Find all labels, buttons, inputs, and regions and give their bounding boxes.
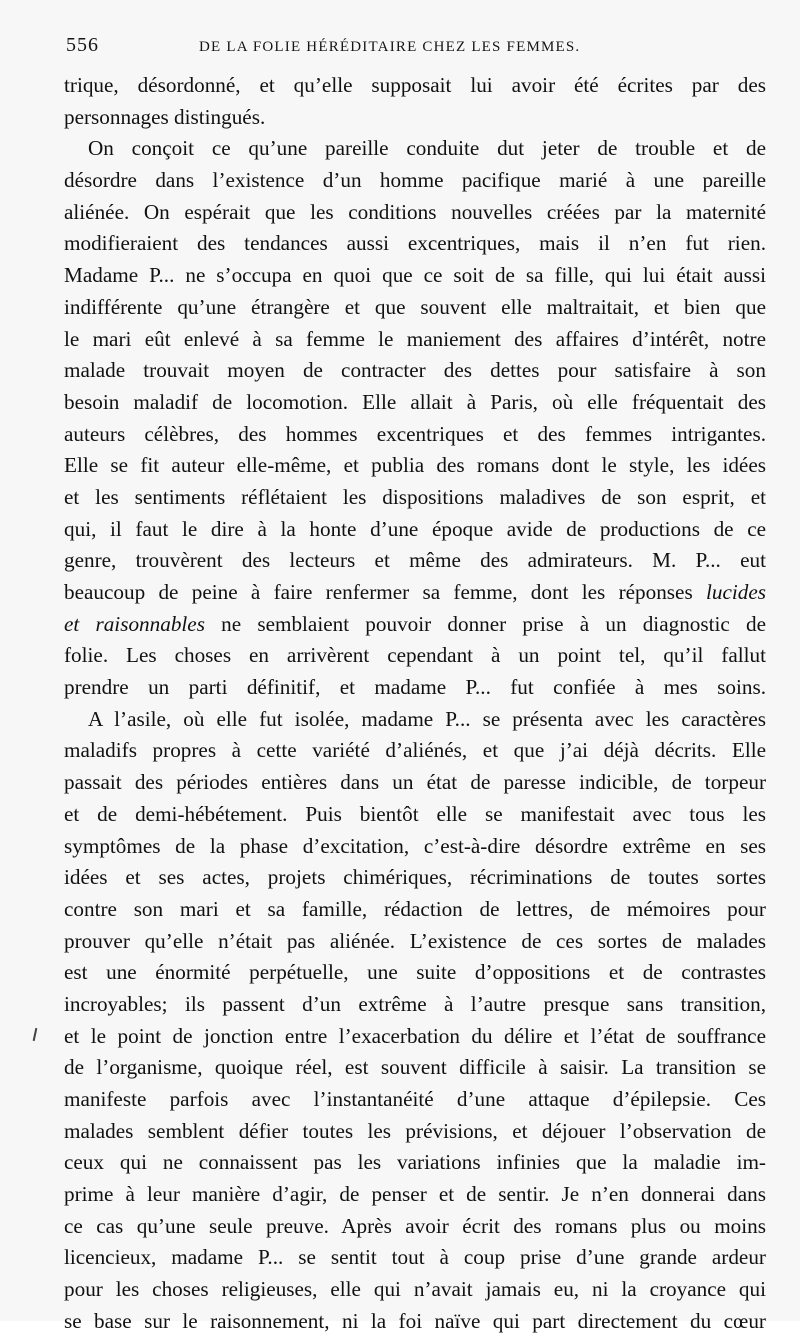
text-line-11: besoin maladif de locomotion. Elle allait à Paris, où elle fréquentait des xyxy=(64,389,766,414)
text-line-19: folie. Les choses en arrivèrent cependant à un point tel, qu’il fallut xyxy=(64,643,766,668)
text-line-1: trique, désordonné, et qu’elle supposait lui avoir été écrites par des xyxy=(64,73,766,97)
text-line-32: de l’organisme, quoique réel, est souvent difficile à saisir. La transition se xyxy=(64,1055,766,1080)
paragraph-start-line: On conçoit ce qu’une pareille conduite dut jeter de trouble et de xyxy=(88,136,766,161)
text-line-24: et de demi-hébétement. Puis bientôt elle se manifestait avec tous les xyxy=(64,801,766,826)
text-line-26: idées et ses actes, projets chimériques, récriminations de toutes sortes xyxy=(64,865,766,890)
text-line-39: pour les choses religieuses, elle qui n’avait jamais eu, ni la croyance qui xyxy=(64,1277,766,1302)
text-line-28: prouver qu’elle n’était pas aliénée. L’existence de ces sortes de malades xyxy=(64,928,766,953)
text-line-27: contre son mari et sa famille, rédaction de lettres, de mémoires pour xyxy=(64,896,766,921)
text-line-18 xyxy=(64,609,766,641)
text-line-4: désordre dans l’existence d’un homme pacifique marié à une pareille xyxy=(64,168,766,193)
text-line-17-part-1: beaucoup de peine à faire renfermer sa femme, dont les réponses xyxy=(64,580,693,604)
text-line-13: Elle se fit auteur elle-même, et publia des romans dont le style, les idées xyxy=(64,453,766,478)
text-line-12: auteurs célèbres, des hommes excentriques et des femmes intrigantes. xyxy=(64,421,766,446)
text-line-2: personnages distingués. xyxy=(64,104,266,129)
text-line-36: prime à leur manière d’agir, de penser et de sentir. Je n’en donnerai dans xyxy=(64,1182,766,1207)
text-line-14: et les sentiments réflétaient les dispositions maladives de son esprit, et xyxy=(64,484,766,509)
text-line-25: symptômes de la phase d’excitation, c’est-à-dire désordre extrême en ses xyxy=(64,833,766,858)
text-line-10: malade trouvait moyen de contracter des dettes pour satisfaire à son xyxy=(64,358,766,383)
text-line-23: passait des périodes entières dans un état de paresse indicible, de torpeur xyxy=(64,770,766,795)
text-line-29: est une énormité perpétuelle, une suite d’oppositions et de contrastes xyxy=(64,960,766,985)
text-line-18-part-2: ne semblaient pouvoir donner prise à un diagnostic de xyxy=(221,611,766,636)
text-line-6: modifieraient des tendances aussi excentriques, mais il n’en fut rien. xyxy=(64,231,766,256)
paragraph-start-line-2: A l’asile, où elle fut isolée, madame P... se présenta avec les caractères xyxy=(88,706,766,731)
text-line-17 xyxy=(64,577,766,609)
text-line-30: incroyables; ils passent d’un extrême à l’autre presque sans transition, xyxy=(64,991,766,1016)
running-title: DE LA FOLIE HÉRÉDITAIRE CHEZ LES FEMMES. xyxy=(199,39,581,55)
text-line-7: Madame P... ne s’occupa en quoi que ce soit de sa fille, qui lui était aussi xyxy=(64,263,766,288)
text-line-5: aliénée. On espérait que les conditions nouvelles créées par la maternité xyxy=(64,199,766,224)
text-line-37: ce cas qu’une seule preuve. Après avoir écrit des romans plus ou moins xyxy=(64,1213,766,1238)
text-line-8: indifférente qu’une étrangère et que souvent elle maltraitait, et bien que xyxy=(64,294,766,319)
text-line-31: et le point de jonction entre l’exacerbation du délire et l’état de souffrance xyxy=(64,1023,766,1048)
text-line-20: prendre un parti définitif, et madame P... fut confiée à mes soins. xyxy=(64,675,766,700)
text-line-33: manifeste parfois avec l’instantanéité d’une attaque d’épilepsie. Ces xyxy=(64,1087,766,1111)
text-line-40: se base sur le raisonnement, ni la foi naïve qui part directement du cœur xyxy=(64,1308,766,1333)
text-line-34: malades semblent défier toutes les prévisions, et déjouer l’observation de xyxy=(64,1118,766,1143)
italic-word-lucides: lucides xyxy=(705,580,766,604)
text-line-35: ceux qui ne connaissent pas les variations infinies que la maladie im- xyxy=(64,1150,766,1175)
text-line-38: licencieux, madame P... se sentit tout à coup prise d’une grande ardeur xyxy=(64,1245,766,1270)
text-line-16: genre, trouvèrent des lecteurs et même des admirateurs. M. P... eut xyxy=(64,548,766,573)
margin-mark xyxy=(33,1028,38,1041)
text-line-15: qui, il faut le dire à la honte d’une époque avide de productions de ce xyxy=(64,516,766,541)
text-line-22: maladifs propres à cette variété d’aliénés, et que j’ai déjà décrits. Elle xyxy=(64,738,766,763)
page-header xyxy=(66,34,764,62)
body-text xyxy=(64,70,766,1338)
page-number: 556 xyxy=(66,34,99,56)
text-line-9: le mari eût enlevé à sa femme le maniement des affaires d’intérêt, notre xyxy=(64,326,766,351)
italic-phrase-et-raisonnables: et raisonnables xyxy=(64,611,205,636)
